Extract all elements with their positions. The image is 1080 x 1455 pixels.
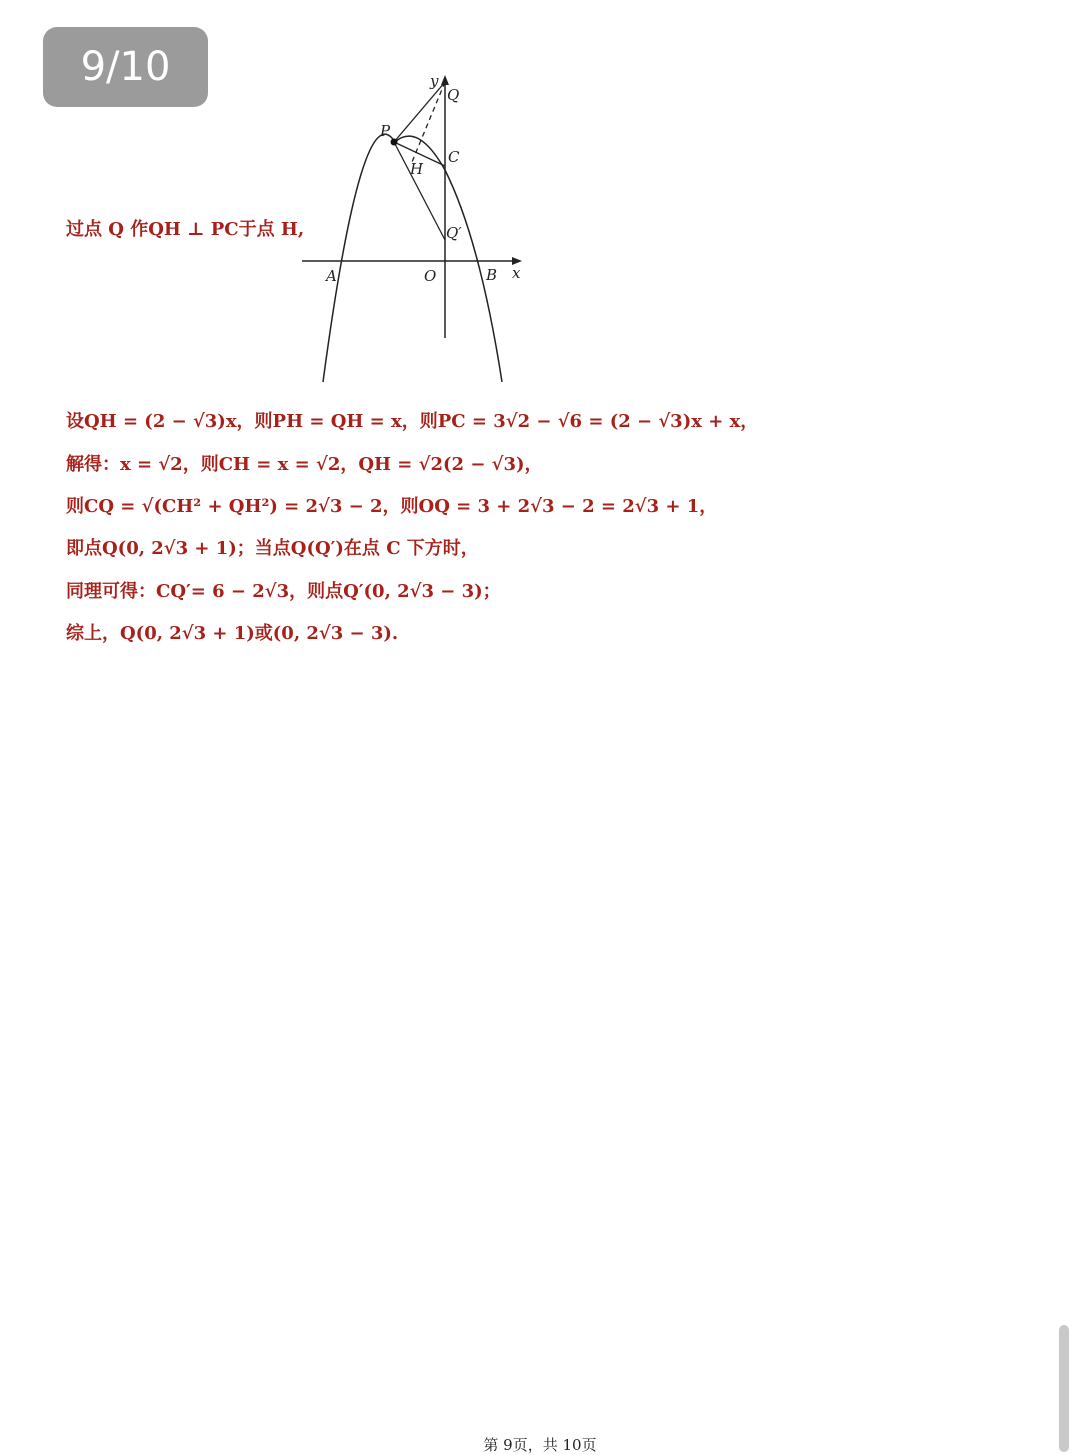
solution-line-3: 解得：x = √2，则CH = x = √2，QH = √2(2 − √3)， [66,454,543,475]
label-P: P [380,122,391,140]
label-Q-prime: Q′ [446,224,462,242]
label-O: O [424,267,437,285]
label-B: B [486,266,498,284]
solution-line-5: 即点Q(0, 2√3 + 1)；当点Q(Q′)在点 C 下方时， [66,538,479,559]
solution-line-4: 则CQ = √(CH² + QH²) = 2√3 − 2，则OQ = 3 + 2√3 − 2 = 2√3 + 1， [66,496,718,517]
label-A: A [326,267,337,285]
page-indicator-badge: 9/10 [43,27,208,107]
label-x: x [512,264,521,282]
point-P [391,139,398,146]
solution-line-6: 同理可得：CQ′= 6 − 2√3，则点Q′(0, 2√3 − 3)； [66,581,501,602]
segment-PQ [394,82,445,142]
page-footer: 第 9页，共 10页 [483,1436,597,1454]
label-Q: Q [447,86,460,104]
solution-line-7: 综上，Q(0, 2√3 + 1)或(0, 2√3 − 3). [66,623,399,644]
solution-line-2: 设QH = (2 − √3)x，则PH = QH = x，则PC = 3√2 − √6 = (2 − √3)x + x， [66,411,759,432]
vertical-scrollbar[interactable] [1059,1325,1069,1452]
parabola-figure [290,70,540,390]
label-H: H [410,160,424,178]
solution-line-1: 过点 Q 作QH ⊥ PC于点 H, [66,219,305,240]
segment-QH-dashed [412,82,445,162]
label-y: y [430,72,439,90]
label-C: C [448,148,460,166]
